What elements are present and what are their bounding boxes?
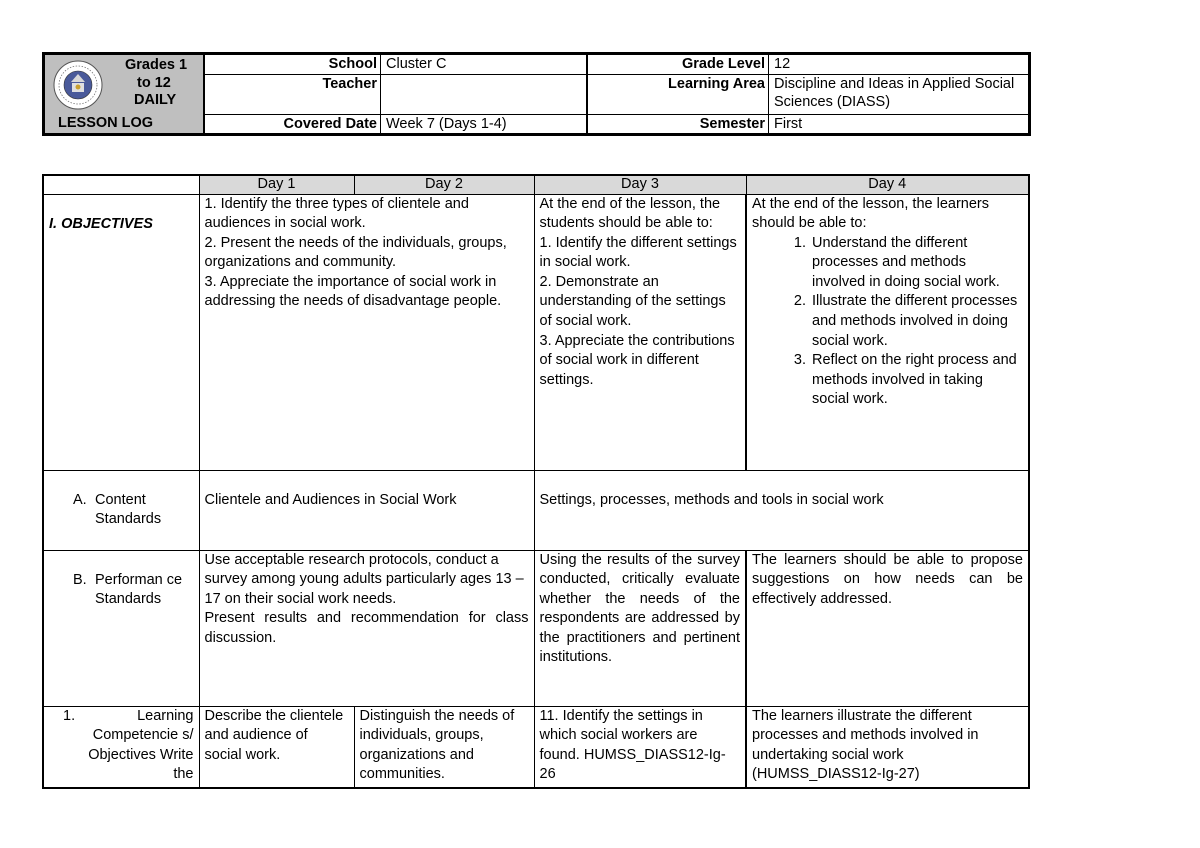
performance-standards-day4: The learners should be able to propose suggestions on how needs can be effectively addressed. — [746, 550, 1029, 706]
performance-text: Use acceptable research protocols, conduct a survey among young adults particularly ages 13 – 17 on their social work needs. — [204, 551, 524, 607]
learning-competencies-day4: The learners illustrate the different processes and methods involved in undertaking social work (HUMSS_DIASS12-Ig-27) — [746, 706, 1029, 788]
objectives-day3 — [534, 194, 746, 470]
day-header-3: Day 3 — [534, 175, 746, 194]
school-value: Cluster C — [381, 54, 587, 75]
content-standards-text: Settings, processes, methods and tools in social work — [539, 491, 884, 508]
objectives-day12 — [199, 194, 534, 470]
section-letter: A. — [73, 491, 87, 508]
day-header-1: Day 1 — [199, 175, 354, 194]
learning-area-label: Learning Area — [587, 75, 769, 115]
objective-list — [752, 234, 1023, 410]
day-header-2: Day 2 — [354, 175, 534, 194]
objective-line: 2. Demonstrate an understanding of the settings of social work. — [539, 273, 726, 330]
section-letter: B. — [73, 571, 87, 588]
learning-competencies-label: Learning Competencie s/ Objectives Write the — [88, 707, 194, 783]
objectives-label-cell — [43, 194, 199, 470]
day-header-4: Day 4 — [746, 175, 1029, 194]
covered-date-label: Covered Date — [204, 115, 381, 135]
objective-line: 3. Appreciate the contributions of social work in different settings. — [539, 332, 735, 388]
logo-block — [44, 54, 204, 135]
content-standards-text: Clientele and Audiences in Social Work — [204, 491, 457, 508]
teacher-label: Teacher — [204, 75, 381, 115]
performance-standards-label-cell — [43, 550, 199, 706]
learning-competencies-label-cell — [43, 706, 199, 788]
learning-competencies-day2: Distinguish the needs of individuals, groups, organizations and communities. — [354, 706, 534, 788]
performance-standards-day3: Using the results of the survey conducted, critically evaluate whether the needs of the respondents are addressed by the practitioners and pertinent institutions. — [534, 550, 746, 706]
school-label: School — [204, 54, 381, 75]
objectives-title: I. OBJECTIVES — [49, 215, 153, 232]
performance-standards-day12 — [199, 550, 534, 706]
section-number: 1. — [63, 707, 76, 724]
objective-line: 1. Identify the three types of clientele and audiences in social work. — [204, 195, 469, 232]
learning-competencies-day3: 11. Identify the settings in which social workers are found. HUMSS_DIASS12-Ig-26 — [534, 706, 746, 788]
objective-item: 1. Understand the different processes and methods involved in doing social work. — [810, 234, 1023, 293]
objective-item: 2. Illustrate the different processes and methods involved in doing social work. — [810, 292, 1023, 351]
lesson-log-table — [42, 174, 1030, 789]
corner-cell — [43, 175, 199, 194]
objective-intro: At the end of the lesson, the learners should be able to: — [752, 195, 989, 232]
objective-line: 2. Present the needs of the individuals, groups, organizations and community. — [204, 234, 507, 271]
deped-seal-icon — [53, 60, 103, 110]
semester-value: First — [769, 115, 1030, 135]
header-table — [42, 52, 1031, 136]
learning-competencies-day1: Describe the clientele and audience of social work. — [199, 706, 354, 788]
content-standards-day12 — [199, 470, 534, 550]
objective-line: 3. Appreciate the importance of social work in addressing the needs of disadvantage people. — [204, 273, 502, 310]
objectives-day4 — [746, 194, 1029, 470]
objective-intro: At the end of the lesson, the students should be able to: — [539, 195, 721, 232]
learning-area-value: Discipline and Ideas in Applied Social Sciences (DIASS) — [769, 75, 1030, 115]
performance-text: Present results and recommendation for class discussion. — [204, 610, 529, 646]
teacher-value — [381, 75, 587, 115]
content-standards-label-cell — [43, 470, 199, 550]
logo-text-line4: LESSON LOG — [58, 115, 154, 131]
logo-text-line2: to 12 — [137, 75, 171, 91]
grade-level-value: 12 — [769, 54, 1030, 75]
grade-level-label: Grade Level — [587, 54, 769, 75]
objective-line: 1. Identify the different settings in social work. — [539, 234, 737, 271]
logo-text-line3: DAILY — [134, 92, 177, 108]
content-standards-label: Content Standards — [95, 491, 162, 528]
logo-text-line1: Grades 1 — [125, 57, 188, 73]
semester-label: Semester — [587, 115, 769, 135]
covered-date-value: Week 7 (Days 1-4) — [381, 115, 587, 135]
objective-item: 3. Reflect on the right process and methods involved in taking social work. — [810, 351, 1023, 410]
content-standards-day34 — [534, 470, 1029, 550]
performance-standards-label: Performan ce Standards — [95, 571, 183, 608]
